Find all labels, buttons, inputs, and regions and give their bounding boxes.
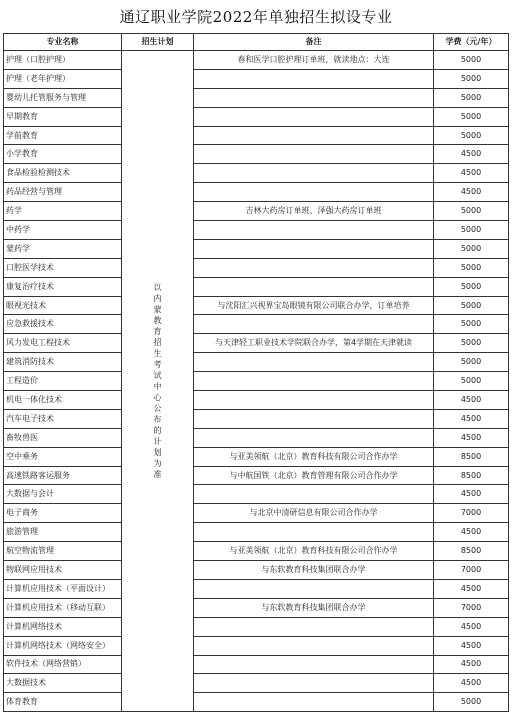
tuition-fee-cell: 8500 (434, 447, 509, 466)
table-row (4, 674, 509, 693)
note-cell (194, 674, 434, 693)
note-cell: 与亚美领航（北京）教育科技有限公司合作办学 (194, 542, 434, 561)
tuition-fee-cell: 5000 (434, 202, 509, 221)
tuition-fee-cell: 4500 (434, 617, 509, 636)
major-name-cell: 高速铁路客运服务 (4, 466, 122, 485)
table-row (4, 334, 509, 353)
note-cell (194, 126, 434, 145)
header-major: 专业名称 (4, 34, 122, 51)
major-name-cell: 计算机应用技术（平面设计） (4, 579, 122, 598)
note-cell: 与中航国铁（北京）教育管理有限公司合作办学 (194, 466, 434, 485)
table-row (4, 636, 509, 655)
table-row (4, 485, 509, 504)
table-row (4, 391, 509, 410)
tuition-fee-cell: 5000 (434, 51, 509, 70)
table-row (4, 258, 509, 277)
tuition-fee-cell: 4500 (434, 655, 509, 674)
note-cell (194, 164, 434, 183)
note-cell (194, 69, 434, 88)
major-name-cell: 旅游管理 (4, 523, 122, 542)
major-name-cell: 计算机网络技术（网络安全） (4, 636, 122, 655)
major-name-cell: 建筑消防技术 (4, 353, 122, 372)
tuition-fee-cell: 4500 (434, 674, 509, 693)
tuition-fee-cell: 5000 (434, 221, 509, 240)
table-row (4, 466, 509, 485)
note-cell (194, 409, 434, 428)
major-name-cell: 小学教育 (4, 145, 122, 164)
table-row (4, 277, 509, 296)
major-name-cell: 应急救援技术 (4, 315, 122, 334)
table-row (4, 221, 509, 240)
major-name-cell: 空中乘务 (4, 447, 122, 466)
major-name-cell: 计算机网络技术 (4, 617, 122, 636)
note-cell: 与东软教育科技集团联合办学 (194, 598, 434, 617)
note-cell (194, 239, 434, 258)
tuition-fee-cell: 7000 (434, 598, 509, 617)
note-cell: 与北京中清研信息有限公司合作办学 (194, 504, 434, 523)
table-row (4, 88, 509, 107)
major-name-cell: 大数据与会计 (4, 485, 122, 504)
note-cell (194, 485, 434, 504)
tuition-fee-cell: 5000 (434, 296, 509, 315)
table-row (4, 523, 509, 542)
major-name-cell: 中药学 (4, 221, 122, 240)
table-row (4, 202, 509, 221)
major-name-cell: 航空物流管理 (4, 542, 122, 561)
note-cell (194, 183, 434, 202)
table-row (4, 504, 509, 523)
major-name-cell: 体育教育 (4, 693, 122, 712)
table-row (4, 145, 509, 164)
tuition-fee-cell: 5000 (434, 239, 509, 258)
table-row (4, 428, 509, 447)
major-name-cell: 食品检验检测技术 (4, 164, 122, 183)
note-cell (194, 655, 434, 674)
note-cell (194, 315, 434, 334)
table-row (4, 315, 509, 334)
table-header-row (4, 34, 509, 51)
note-cell (194, 353, 434, 372)
table-row (4, 69, 509, 88)
major-name-cell: 风力发电工程技术 (4, 334, 122, 353)
table-row (4, 183, 509, 202)
major-name-cell: 机电一体化技术 (4, 391, 122, 410)
note-cell (194, 372, 434, 391)
table-row (4, 579, 509, 598)
table-row (4, 51, 509, 70)
major-name-cell: 婴幼儿托管服务与管理 (4, 88, 122, 107)
tuition-fee-cell: 8500 (434, 466, 509, 485)
table-row (4, 239, 509, 258)
table-row (4, 655, 509, 674)
tuition-fee-cell: 5000 (434, 693, 509, 712)
tuition-fee-cell: 5000 (434, 107, 509, 126)
tuition-fee-cell: 5000 (434, 315, 509, 334)
major-name-cell: 物联网应用技术 (4, 561, 122, 580)
tuition-fee-cell: 5000 (434, 258, 509, 277)
note-cell (194, 617, 434, 636)
major-name-cell: 早期教育 (4, 107, 122, 126)
major-name-cell: 护理（口腔护理） (4, 51, 122, 70)
table-row (4, 107, 509, 126)
major-name-cell: 眼视光技术 (4, 296, 122, 315)
table-row (4, 561, 509, 580)
enrollment-plan-cell (122, 51, 194, 712)
table-row (4, 693, 509, 712)
tuition-fee-cell: 4500 (434, 164, 509, 183)
major-name-cell: 康复治疗技术 (4, 277, 122, 296)
major-name-cell: 学前教育 (4, 126, 122, 145)
tuition-fee-cell: 5000 (434, 277, 509, 296)
note-cell: 与东软教育科技集团联合办学 (194, 561, 434, 580)
note-cell: 与亚美领航（北京）教育科技有限公司合作办学 (194, 447, 434, 466)
page-title: 通辽职业学院2022年单独招生拟设专业 (119, 8, 393, 26)
note-cell (194, 579, 434, 598)
note-cell (194, 88, 434, 107)
tuition-fee-cell: 5000 (434, 88, 509, 107)
table-row (4, 542, 509, 561)
table-row (4, 409, 509, 428)
tuition-fee-cell: 7000 (434, 504, 509, 523)
table-row (4, 126, 509, 145)
note-cell: 与沈阳汇兴视界宝岛眼镜有限公司联合办学，订单培养 (194, 296, 434, 315)
note-cell: 吉林大药房订单班、泽强大药房订单班 (194, 202, 434, 221)
tuition-fee-cell: 5000 (434, 334, 509, 353)
header-note: 备注 (194, 34, 434, 51)
note-cell (194, 145, 434, 164)
note-cell (194, 693, 434, 712)
tuition-fee-cell: 4500 (434, 409, 509, 428)
table-row (4, 617, 509, 636)
note-cell (194, 636, 434, 655)
header-fee: 学费（元/年） (434, 34, 509, 51)
tuition-fee-cell: 4500 (434, 636, 509, 655)
tuition-fee-cell: 4500 (434, 523, 509, 542)
tuition-fee-cell: 7000 (434, 561, 509, 580)
tuition-fee-cell: 4500 (434, 579, 509, 598)
majors-table (3, 33, 509, 712)
tuition-fee-cell: 5000 (434, 69, 509, 88)
tuition-fee-cell: 4500 (434, 183, 509, 202)
note-cell (194, 277, 434, 296)
note-cell: 春和医学口腔护理订单班，就读地点：大连 (194, 51, 434, 70)
major-name-cell: 软件技术（网络营销） (4, 655, 122, 674)
note-cell (194, 391, 434, 410)
note-cell: 与天津轻工职业技术学院联合办学，第4学期在天津就读 (194, 334, 434, 353)
enrollment-plan-text: 以内蒙教育招生考试中心公布的计划为准 (153, 283, 162, 480)
major-name-cell: 蒙药学 (4, 239, 122, 258)
major-name-cell: 计算机应用技术（移动互联） (4, 598, 122, 617)
major-name-cell: 药品经营与管理 (4, 183, 122, 202)
tuition-fee-cell: 4500 (434, 485, 509, 504)
note-cell (194, 523, 434, 542)
major-name-cell: 畜牧兽医 (4, 428, 122, 447)
table-row (4, 447, 509, 466)
major-name-cell: 工程造价 (4, 372, 122, 391)
table-row (4, 353, 509, 372)
table-row (4, 372, 509, 391)
tuition-fee-cell: 5000 (434, 353, 509, 372)
table-row (4, 164, 509, 183)
note-cell (194, 428, 434, 447)
table-body (4, 51, 509, 712)
major-name-cell: 药学 (4, 202, 122, 221)
note-cell (194, 107, 434, 126)
tuition-fee-cell: 4500 (434, 391, 509, 410)
tuition-fee-cell: 4500 (434, 428, 509, 447)
note-cell (194, 258, 434, 277)
table-row (4, 598, 509, 617)
major-name-cell: 电子商务 (4, 504, 122, 523)
header-plan: 招生计划 (122, 34, 194, 51)
major-name-cell: 汽车电子技术 (4, 409, 122, 428)
note-cell (194, 221, 434, 240)
tuition-fee-cell: 5000 (434, 126, 509, 145)
tuition-fee-cell: 4500 (434, 145, 509, 164)
major-name-cell: 大数据技术 (4, 674, 122, 693)
tuition-fee-cell: 5000 (434, 372, 509, 391)
major-name-cell: 护理（老年护理） (4, 69, 122, 88)
major-name-cell: 口腔医学技术 (4, 258, 122, 277)
tuition-fee-cell: 8500 (434, 542, 509, 561)
table-row (4, 296, 509, 315)
